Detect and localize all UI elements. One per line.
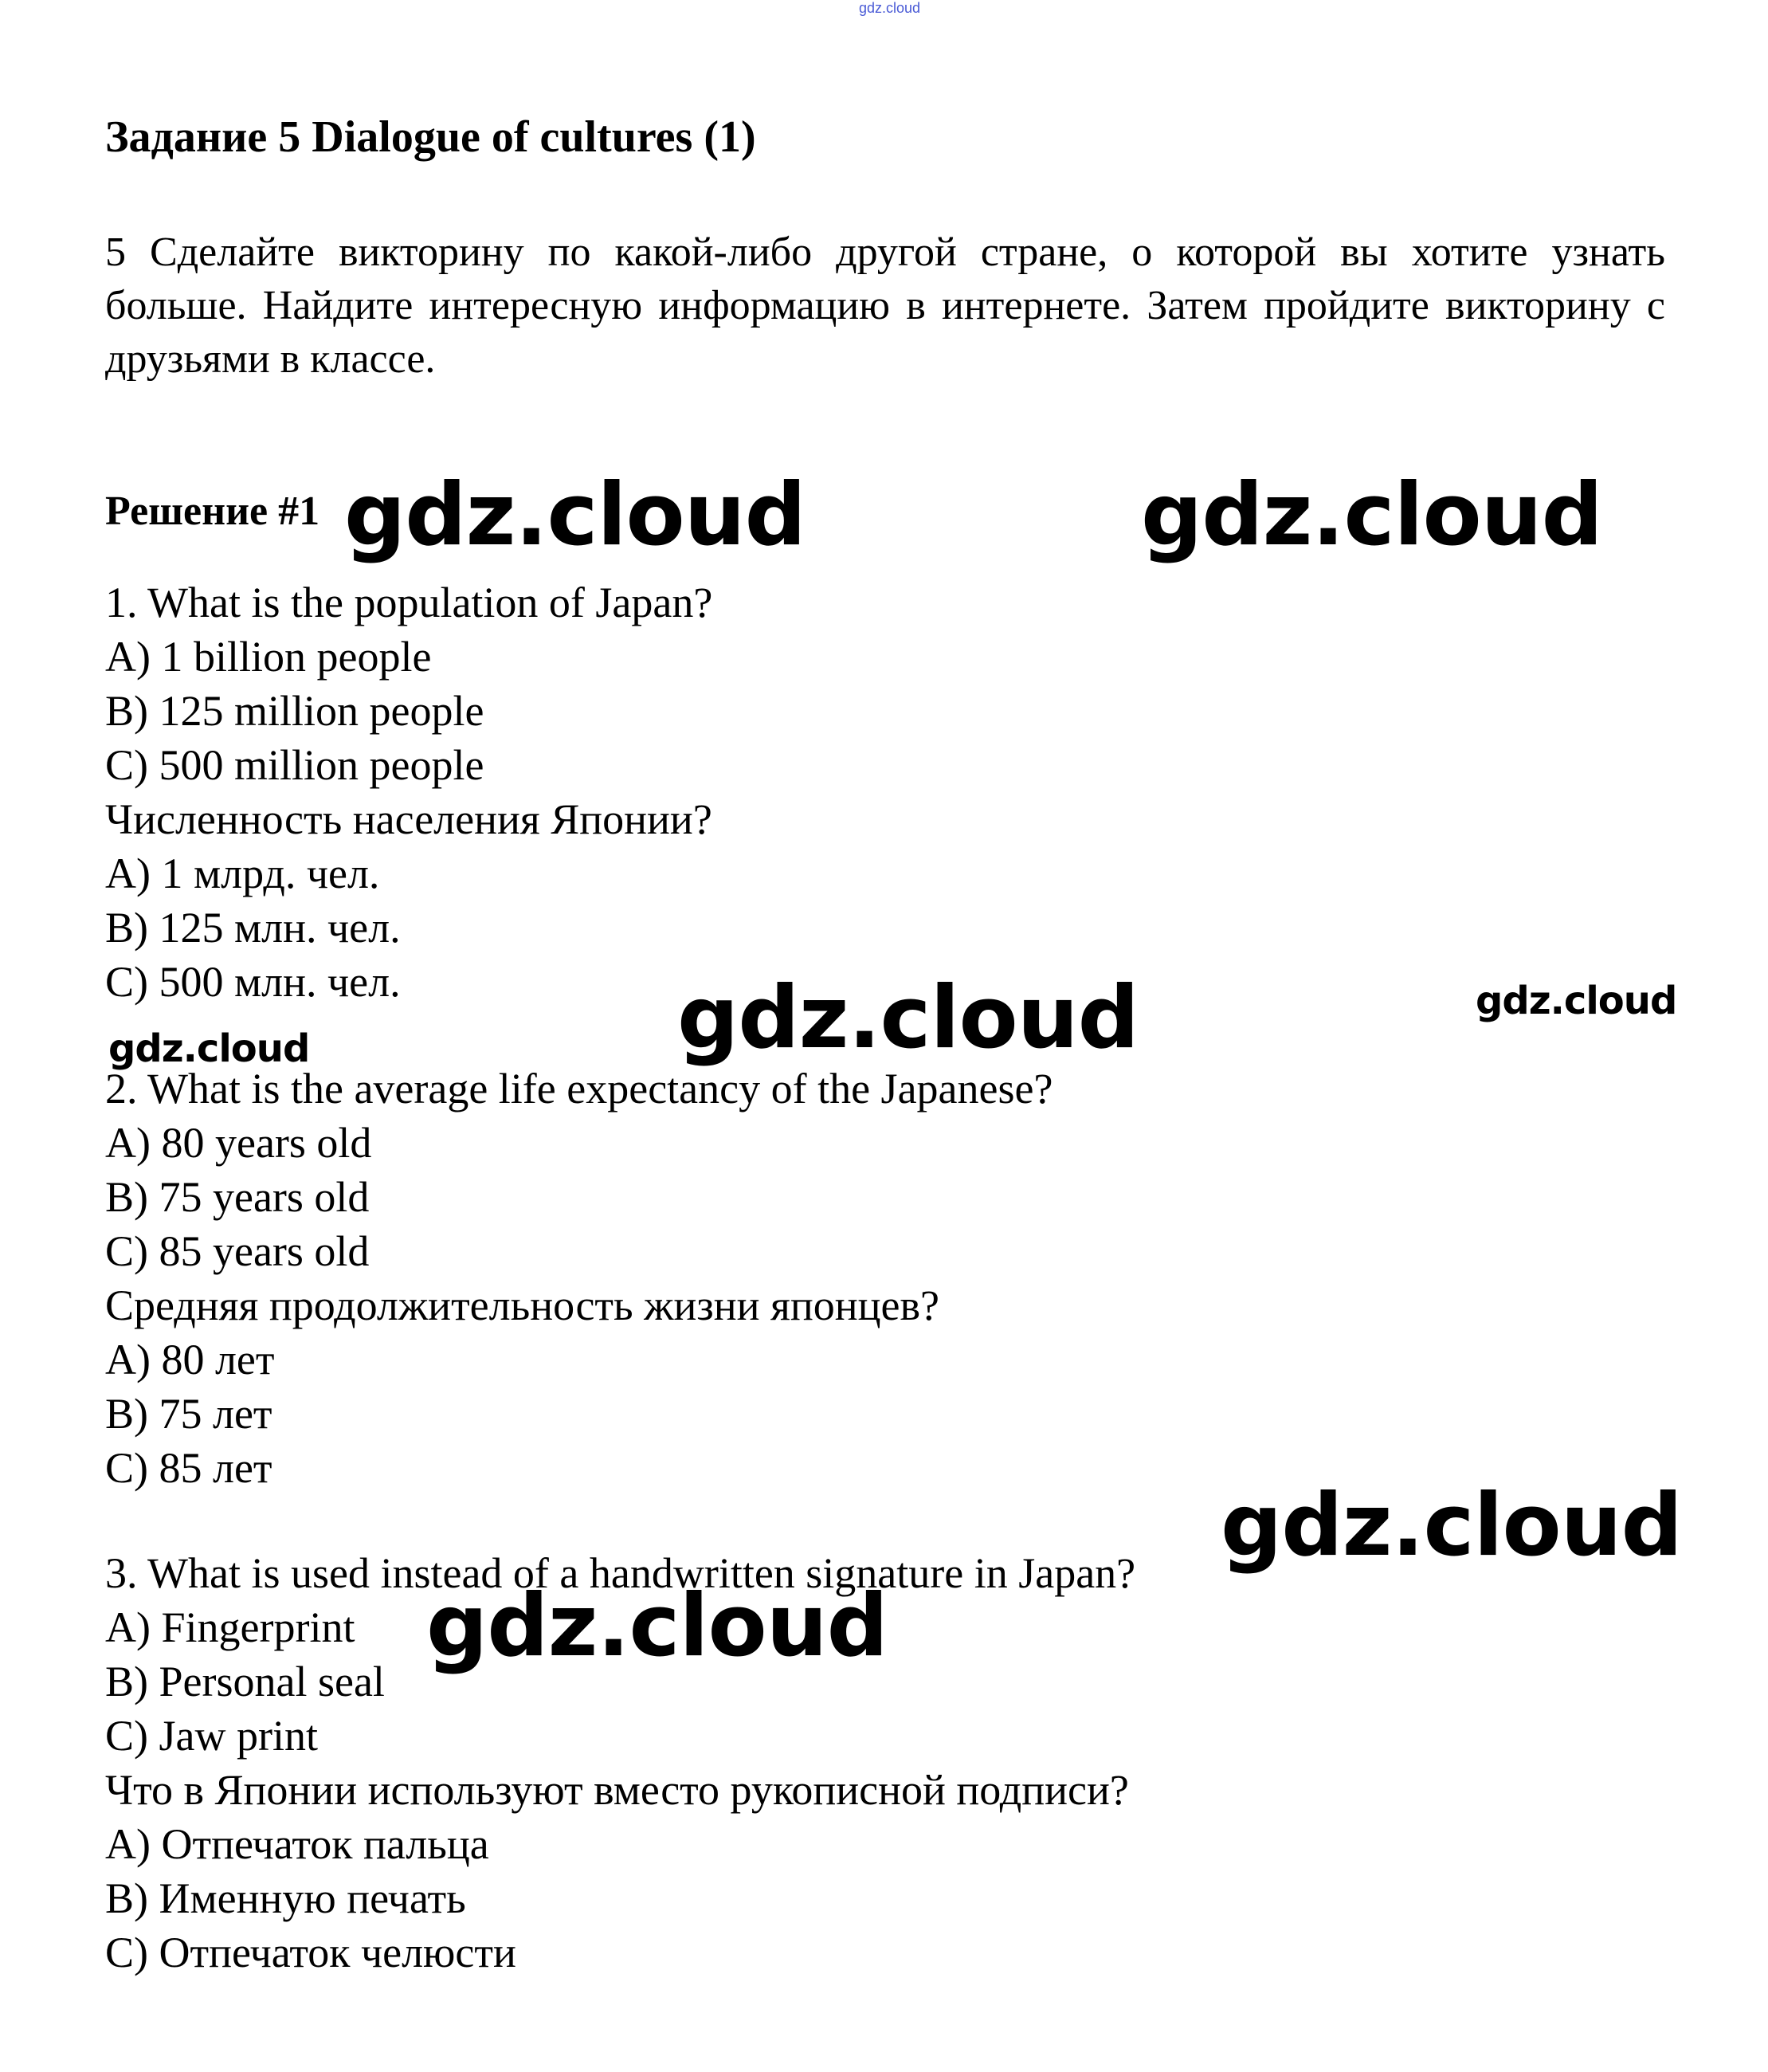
watermark: gdz.cloud (426, 1576, 888, 1676)
watermark: gdz.cloud (1141, 465, 1602, 565)
question-2-option-a-en: A) 80 years old (105, 1119, 372, 1167)
question-3-option-a-en: A) Fingerprint (105, 1603, 355, 1651)
question-1-option-c-en: C) 500 million people (105, 741, 484, 789)
question-1-ru: Численность населения Японии? (105, 795, 712, 843)
question-2-option-b-ru: B) 75 лет (105, 1390, 272, 1438)
question-2-ru: Средняя продолжительность жизни японцев? (105, 1281, 939, 1329)
question-1-option-a-en: A) 1 billion people (105, 633, 432, 681)
question-2-option-c-en: C) 85 years old (105, 1227, 370, 1275)
question-3-ru: Что в Японии используют вместо рукописной подписи? (105, 1766, 1129, 1814)
solution-label: Решение #1 (105, 489, 320, 534)
watermark: gdz.cloud (1221, 1476, 1682, 1576)
task-text: 5 Сделайте викторину по какой-либо другой стране, о которой вы хотите узнать больше. Найдите интересную информацию в интернете. Затем пройдите викторину с друзьями в классе. (105, 230, 1665, 382)
question-2-option-b-en: B) 75 years old (105, 1173, 370, 1221)
question-1-option-b-en: B) 125 million people (105, 687, 484, 735)
header-watermark: gdz.cloud (859, 0, 921, 16)
question-1-option-c-ru: C) 500 млн. чел. (105, 958, 401, 1006)
watermark: gdz.cloud (108, 1026, 310, 1071)
question-1-option-a-ru: A) 1 млрд. чел. (105, 850, 380, 897)
question-3-option-b-ru: B) Именную печать (105, 1874, 466, 1922)
question-3-en: 3. What is used instead of a handwritten signature in Japan? (105, 1549, 1136, 1597)
question-3-option-c-ru: C) Отпечаток челюсти (105, 1929, 516, 1976)
question-2-option-a-ru: A) 80 лет (105, 1336, 275, 1383)
question-2-option-c-ru: C) 85 лет (105, 1444, 272, 1492)
question-2-en: 2. What is the average life expectancy of the Japanese? (105, 1065, 1053, 1113)
watermark: gdz.cloud (344, 465, 806, 565)
question-3-option-c-en: C) Jaw print (105, 1712, 318, 1760)
watermark: gdz.cloud (1476, 979, 1677, 1023)
question-3-option-a-ru: A) Отпечаток пальца (105, 1820, 489, 1868)
question-1-option-b-ru: B) 125 млн. чел. (105, 904, 401, 952)
watermark: gdz.cloud (677, 968, 1139, 1068)
question-1-en: 1. What is the population of Japan? (105, 579, 713, 626)
page-title: Задание 5 Dialogue of cultures (1) (105, 112, 756, 162)
question-3-option-b-en: B) Personal seal (105, 1658, 385, 1705)
